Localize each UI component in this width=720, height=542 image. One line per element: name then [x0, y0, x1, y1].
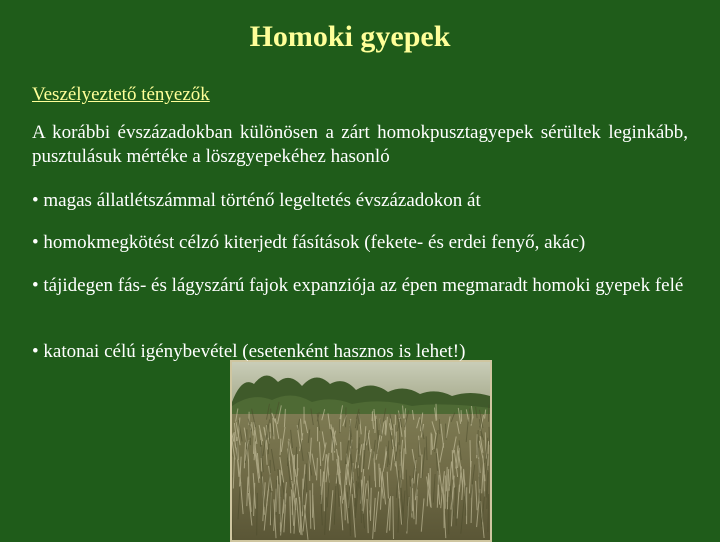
grass-blade — [341, 442, 342, 461]
section-heading: Veszélyeztető tényezők — [32, 84, 210, 106]
grass-blade — [393, 496, 394, 539]
grass-blade — [385, 420, 386, 434]
grass-blade — [452, 450, 453, 480]
grass-blade — [470, 440, 471, 467]
grass-blade — [371, 488, 372, 521]
grass-blade — [267, 424, 268, 438]
grass-blade — [439, 419, 440, 434]
slide-title: Homoki gyepek — [0, 20, 700, 54]
grassland-image — [232, 362, 490, 540]
grassland-photo — [230, 360, 492, 542]
bullet-item: • katonai célú igénybevétel (esetenként hasznos is lehet!) — [32, 340, 688, 364]
grass-blade — [257, 493, 258, 536]
intro-paragraph: A korábbi évszázadokban különösen a zárt homokpusztagyepek sérültek leginkább, pusztulásuk mértéke a löszgyepekéhez hasonló — [32, 121, 688, 169]
grass-blade — [489, 427, 490, 445]
grass-blade — [309, 452, 310, 481]
bullet-item: • magas állatlétszámmal történő legeltetés évszázadokon át — [32, 189, 688, 213]
grass-blade — [276, 480, 277, 515]
bullet-item: • tájidegen fás- és lágyszárú fajok expanziója az épen megmaradt homoki gyepek felé — [32, 274, 688, 298]
grass-blade — [350, 430, 351, 446]
bullet-item: • homokmegkötést célzó kiterjedt fásítások (fekete- és erdei fenyő, akác) — [32, 231, 688, 255]
grass-blade — [488, 494, 489, 532]
